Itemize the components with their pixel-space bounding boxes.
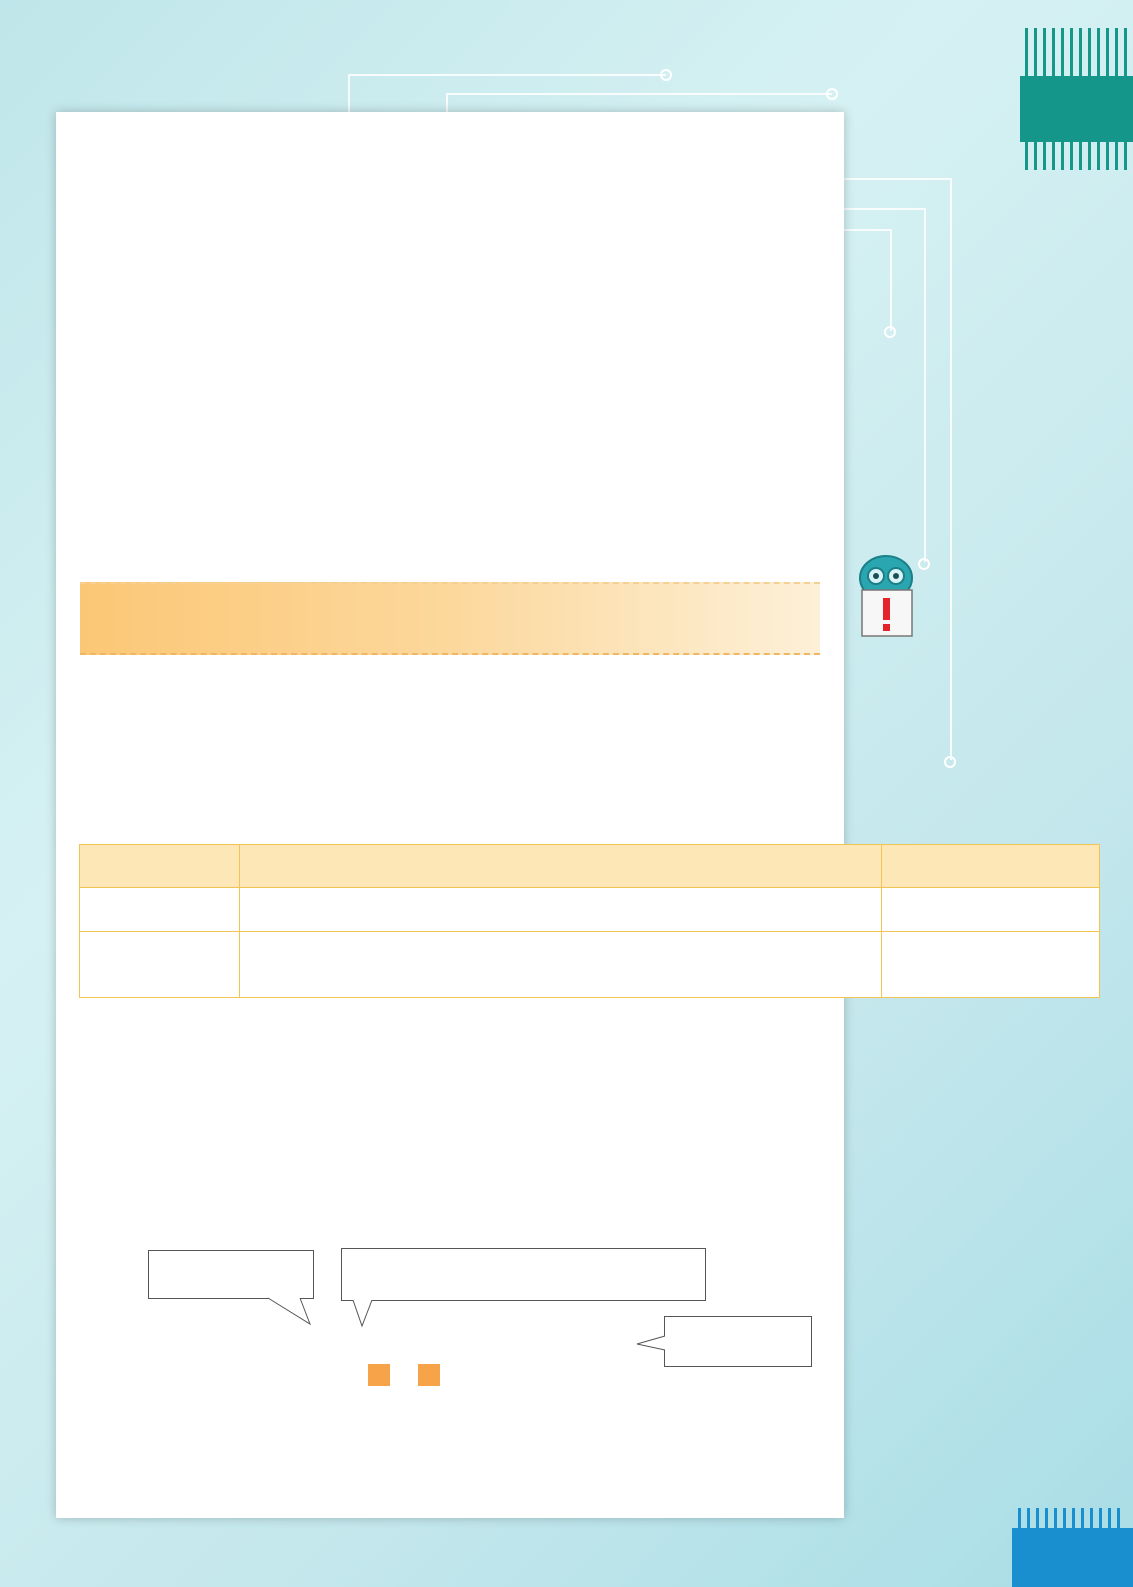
figure-caption <box>368 1362 440 1388</box>
caption-marker-left <box>368 1364 390 1386</box>
caption-marker-right <box>418 1364 440 1386</box>
